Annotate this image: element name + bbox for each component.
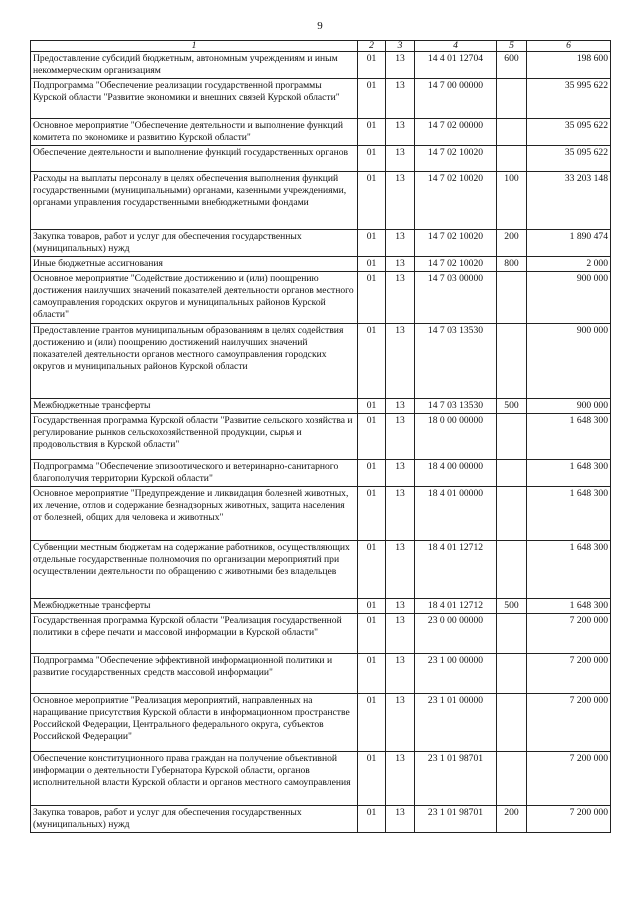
row-name: Государственная программа Курской области "Реализация государственной политики в сфере печати и массовой информации в Курской области" bbox=[31, 614, 358, 654]
row-name: Обеспечение конституционного права граждан на получение объективной информации о деятельности Губернатора Курской области, органов исполнительной власти Курской области и органов местного самоуправления bbox=[31, 752, 358, 806]
table-row bbox=[31, 172, 611, 230]
table-row bbox=[31, 694, 611, 752]
row-name: Подпрограмма "Обеспечение реализации государственной программы Курской области "Развитие экономики и внешних связей Курской области" bbox=[31, 79, 358, 119]
table-row bbox=[31, 599, 611, 614]
row-name: Предоставление грантов муниципальным образованиям в целях содействия достижению и (или) поощрению достижений наилучших значений показателей деятельности органов местного самоуправления городских округов и муниципальных районов Курской области bbox=[31, 324, 358, 399]
row-name: Расходы на выплаты персоналу в целях обеспечения выполнения функций государственными (муниципальными) органами, казенными учреждениями, органами управления государственными внебюджетными фондами bbox=[31, 172, 358, 230]
row-name: Государственная программа Курской области "Развитие сельского хозяйства и регулирование рынков сельскохозяйственной продукции, сырья и продовольствия в Курской области" bbox=[31, 414, 358, 460]
row-expense-type bbox=[497, 414, 527, 460]
row-name: Предоставление субсидий бюджетным, автономным учреждениям и иным некоммерческим организациям bbox=[31, 52, 358, 79]
row-name: Межбюджетные трансферты bbox=[31, 399, 358, 414]
header-row bbox=[31, 41, 611, 52]
row-target-code: 23 1 01 00000 bbox=[415, 694, 497, 752]
row-amount: 198 600 bbox=[527, 52, 611, 79]
row-expense-type: 500 bbox=[497, 599, 527, 614]
table-row bbox=[31, 806, 611, 833]
table-row bbox=[31, 752, 611, 806]
row-subsection: 13 bbox=[386, 614, 415, 654]
table-row bbox=[31, 614, 611, 654]
row-subsection: 13 bbox=[386, 414, 415, 460]
row-expense-type bbox=[497, 487, 527, 541]
row-subsection: 13 bbox=[386, 324, 415, 399]
row-name: Основное мероприятие "Реализация мероприятий, направленных на наращивание присутствия Курской области в информационном пространстве Российской Федерации, Центрального федерального округа, субъектов Российской Федерации" bbox=[31, 694, 358, 752]
row-expense-type bbox=[497, 654, 527, 694]
table-row bbox=[31, 119, 611, 146]
header-col-3: 3 bbox=[386, 41, 415, 52]
row-expense-type bbox=[497, 694, 527, 752]
row-amount: 1 648 300 bbox=[527, 541, 611, 599]
row-subsection: 13 bbox=[386, 541, 415, 599]
row-name: Закупка товаров, работ и услуг для обеспечения государственных (муниципальных) нужд bbox=[31, 806, 358, 833]
header-col-2: 2 bbox=[358, 41, 386, 52]
row-section: 01 bbox=[358, 257, 386, 272]
row-name: Основное мероприятие "Предупреждение и ликвидация болезней животных, их лечение, отлов и содержание безнадзорных животных, защита населения от болезней, общих для человека и животных" bbox=[31, 487, 358, 541]
row-expense-type bbox=[497, 614, 527, 654]
row-name: Подпрограмма "Обеспечение эпизоотического и ветеринарно-санитарного благополучия территории Курской области" bbox=[31, 460, 358, 487]
row-target-code: 23 0 00 00000 bbox=[415, 614, 497, 654]
row-subsection: 13 bbox=[386, 487, 415, 541]
row-section: 01 bbox=[358, 752, 386, 806]
row-amount: 7 200 000 bbox=[527, 694, 611, 752]
row-amount: 1 890 474 bbox=[527, 230, 611, 257]
row-name: Закупка товаров, работ и услуг для обеспечения государственных (муниципальных) нужд bbox=[31, 230, 358, 257]
row-target-code: 14 7 03 00000 bbox=[415, 272, 497, 324]
row-subsection: 13 bbox=[386, 257, 415, 272]
row-section: 01 bbox=[358, 541, 386, 599]
budget-table bbox=[30, 40, 611, 833]
row-name: Основное мероприятие "Обеспечение деятельности и выполнение функций комитета по экономике и развитию Курской области" bbox=[31, 119, 358, 146]
row-name: Субвенции местным бюджетам на содержание работников, осуществляющих отдельные государственные полномочия по организации мероприятий при осуществлении деятельности по обращению с животными без владельцев bbox=[31, 541, 358, 599]
row-amount: 900 000 bbox=[527, 399, 611, 414]
row-target-code: 18 4 01 00000 bbox=[415, 487, 497, 541]
row-section: 01 bbox=[358, 272, 386, 324]
table-row bbox=[31, 487, 611, 541]
row-subsection: 13 bbox=[386, 399, 415, 414]
table-row bbox=[31, 52, 611, 79]
row-amount: 33 203 148 bbox=[527, 172, 611, 230]
row-target-code: 14 4 01 12704 bbox=[415, 52, 497, 79]
table-row bbox=[31, 654, 611, 694]
row-target-code: 14 7 02 00000 bbox=[415, 119, 497, 146]
table-row bbox=[31, 257, 611, 272]
row-amount: 1 648 300 bbox=[527, 460, 611, 487]
row-amount: 7 200 000 bbox=[527, 752, 611, 806]
row-subsection: 13 bbox=[386, 172, 415, 230]
row-amount: 900 000 bbox=[527, 272, 611, 324]
row-section: 01 bbox=[358, 414, 386, 460]
row-name: Обеспечение деятельности и выполнение функций государственных органов bbox=[31, 146, 358, 172]
row-subsection: 13 bbox=[386, 230, 415, 257]
row-amount: 35 095 622 bbox=[527, 146, 611, 172]
row-amount: 1 648 300 bbox=[527, 414, 611, 460]
row-target-code: 14 7 03 13530 bbox=[415, 324, 497, 399]
row-amount: 35 095 622 bbox=[527, 119, 611, 146]
header-col-6: 6 bbox=[527, 41, 611, 52]
row-target-code: 18 4 01 12712 bbox=[415, 599, 497, 614]
row-subsection: 13 bbox=[386, 119, 415, 146]
row-name: Иные бюджетные ассигнования bbox=[31, 257, 358, 272]
table-row bbox=[31, 541, 611, 599]
row-target-code: 18 4 01 12712 bbox=[415, 541, 497, 599]
row-section: 01 bbox=[358, 694, 386, 752]
row-subsection: 13 bbox=[386, 599, 415, 614]
row-target-code: 14 7 02 10020 bbox=[415, 230, 497, 257]
row-expense-type: 600 bbox=[497, 52, 527, 79]
table-row bbox=[31, 460, 611, 487]
table-row bbox=[31, 79, 611, 119]
row-subsection: 13 bbox=[386, 146, 415, 172]
row-target-code: 14 7 02 10020 bbox=[415, 146, 497, 172]
row-expense-type: 200 bbox=[497, 230, 527, 257]
row-target-code: 18 0 00 00000 bbox=[415, 414, 497, 460]
row-section: 01 bbox=[358, 172, 386, 230]
table-row bbox=[31, 399, 611, 414]
row-expense-type: 100 bbox=[497, 172, 527, 230]
row-subsection: 13 bbox=[386, 272, 415, 324]
row-section: 01 bbox=[358, 230, 386, 257]
row-section: 01 bbox=[358, 119, 386, 146]
table-row bbox=[31, 414, 611, 460]
row-amount: 7 200 000 bbox=[527, 806, 611, 833]
row-name: Основное мероприятие "Содействие достижению и (или) поощрению достижения наилучших значений показателей деятельности органов местного самоуправления городских округов и муниципальных районов Курской области" bbox=[31, 272, 358, 324]
row-expense-type: 500 bbox=[497, 399, 527, 414]
row-amount: 2 000 bbox=[527, 257, 611, 272]
row-expense-type bbox=[497, 146, 527, 172]
row-subsection: 13 bbox=[386, 52, 415, 79]
row-amount: 900 000 bbox=[527, 324, 611, 399]
row-subsection: 13 bbox=[386, 654, 415, 694]
page-number: 9 bbox=[317, 20, 323, 32]
header-col-4: 4 bbox=[415, 41, 497, 52]
row-section: 01 bbox=[358, 599, 386, 614]
row-target-code: 14 7 00 00000 bbox=[415, 79, 497, 119]
row-section: 01 bbox=[358, 614, 386, 654]
row-expense-type bbox=[497, 460, 527, 487]
row-subsection: 13 bbox=[386, 79, 415, 119]
row-target-code: 23 1 01 98701 bbox=[415, 806, 497, 833]
row-amount: 35 995 622 bbox=[527, 79, 611, 119]
row-expense-type: 800 bbox=[497, 257, 527, 272]
row-section: 01 bbox=[358, 806, 386, 833]
row-section: 01 bbox=[358, 52, 386, 79]
row-subsection: 13 bbox=[386, 694, 415, 752]
row-target-code: 14 7 02 10020 bbox=[415, 172, 497, 230]
row-expense-type bbox=[497, 324, 527, 399]
row-amount: 7 200 000 bbox=[527, 614, 611, 654]
row-target-code: 14 7 03 13530 bbox=[415, 399, 497, 414]
row-expense-type bbox=[497, 272, 527, 324]
table-row bbox=[31, 146, 611, 172]
header-col-1: 1 bbox=[31, 41, 358, 52]
row-amount: 1 648 300 bbox=[527, 487, 611, 541]
row-section: 01 bbox=[358, 146, 386, 172]
row-expense-type: 200 bbox=[497, 806, 527, 833]
table-row bbox=[31, 230, 611, 257]
row-subsection: 13 bbox=[386, 460, 415, 487]
header-col-5: 5 bbox=[497, 41, 527, 52]
row-subsection: 13 bbox=[386, 752, 415, 806]
row-section: 01 bbox=[358, 487, 386, 541]
row-name: Межбюджетные трансферты bbox=[31, 599, 358, 614]
row-target-code: 23 1 01 98701 bbox=[415, 752, 497, 806]
row-section: 01 bbox=[358, 654, 386, 694]
row-section: 01 bbox=[358, 460, 386, 487]
row-amount: 7 200 000 bbox=[527, 654, 611, 694]
row-target-code: 18 4 00 00000 bbox=[415, 460, 497, 487]
table-row bbox=[31, 324, 611, 399]
row-target-code: 14 7 02 10020 bbox=[415, 257, 497, 272]
table-row bbox=[31, 272, 611, 324]
row-section: 01 bbox=[358, 399, 386, 414]
row-amount: 1 648 300 bbox=[527, 599, 611, 614]
row-expense-type bbox=[497, 119, 527, 146]
row-expense-type bbox=[497, 79, 527, 119]
row-section: 01 bbox=[358, 79, 386, 119]
row-subsection: 13 bbox=[386, 806, 415, 833]
row-expense-type bbox=[497, 752, 527, 806]
row-expense-type bbox=[497, 541, 527, 599]
row-target-code: 23 1 00 00000 bbox=[415, 654, 497, 694]
row-name: Подпрограмма "Обеспечение эффективной информационной политики и развитие государственных средств массовой информации" bbox=[31, 654, 358, 694]
row-section: 01 bbox=[358, 324, 386, 399]
